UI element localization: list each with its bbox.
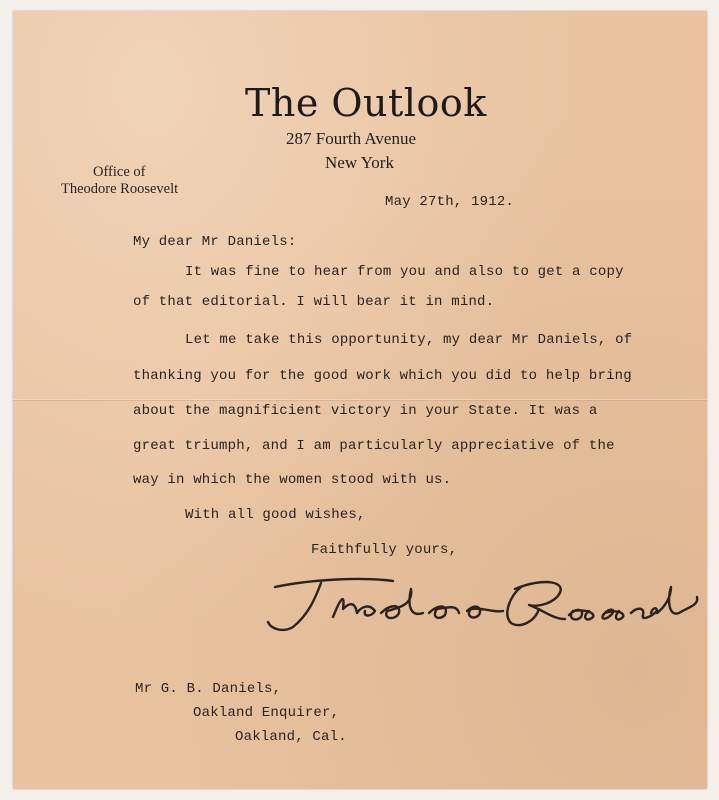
masthead-title (245, 81, 487, 125)
salutation: My dear Mr Daniels: (133, 234, 297, 250)
body-line: of that editorial. I will bear it in mind. (133, 294, 495, 310)
signature (253, 567, 703, 637)
recipient-org: Oakland Enquirer, (193, 705, 340, 721)
recipient-city: Oakland, Cal. (235, 729, 347, 745)
masthead-address-city: New York (325, 153, 394, 172)
office-of-label: Office of (93, 164, 146, 180)
closing-wish: With all good wishes, (185, 507, 366, 523)
body-line: way in which the women stood with us. (133, 472, 452, 488)
letter-paper (13, 11, 707, 789)
recipient-name: Mr G. B. Daniels, (135, 681, 282, 697)
masthead-prefix: The (245, 81, 319, 125)
closing: Faithfully yours, (311, 542, 458, 558)
body-line: It was fine to hear from you and also to get a copy (185, 264, 624, 280)
masthead-address-street: 287 Fourth Avenue (286, 129, 417, 148)
fold-crease (13, 399, 707, 401)
body-line: Let me take this opportunity, my dear Mr Daniels, of (185, 332, 633, 348)
body-line: great triumph, and I am particularly appreciative of the (133, 438, 615, 454)
masthead-main: Outlook (331, 81, 487, 125)
body-line: about the magnificient victory in your State. It was a (133, 403, 598, 419)
letter-date: May 27th, 1912. (385, 194, 515, 210)
office-name: Theodore Roosevelt (61, 181, 179, 197)
body-line: thanking you for the good work which you did to help bring (133, 368, 632, 384)
